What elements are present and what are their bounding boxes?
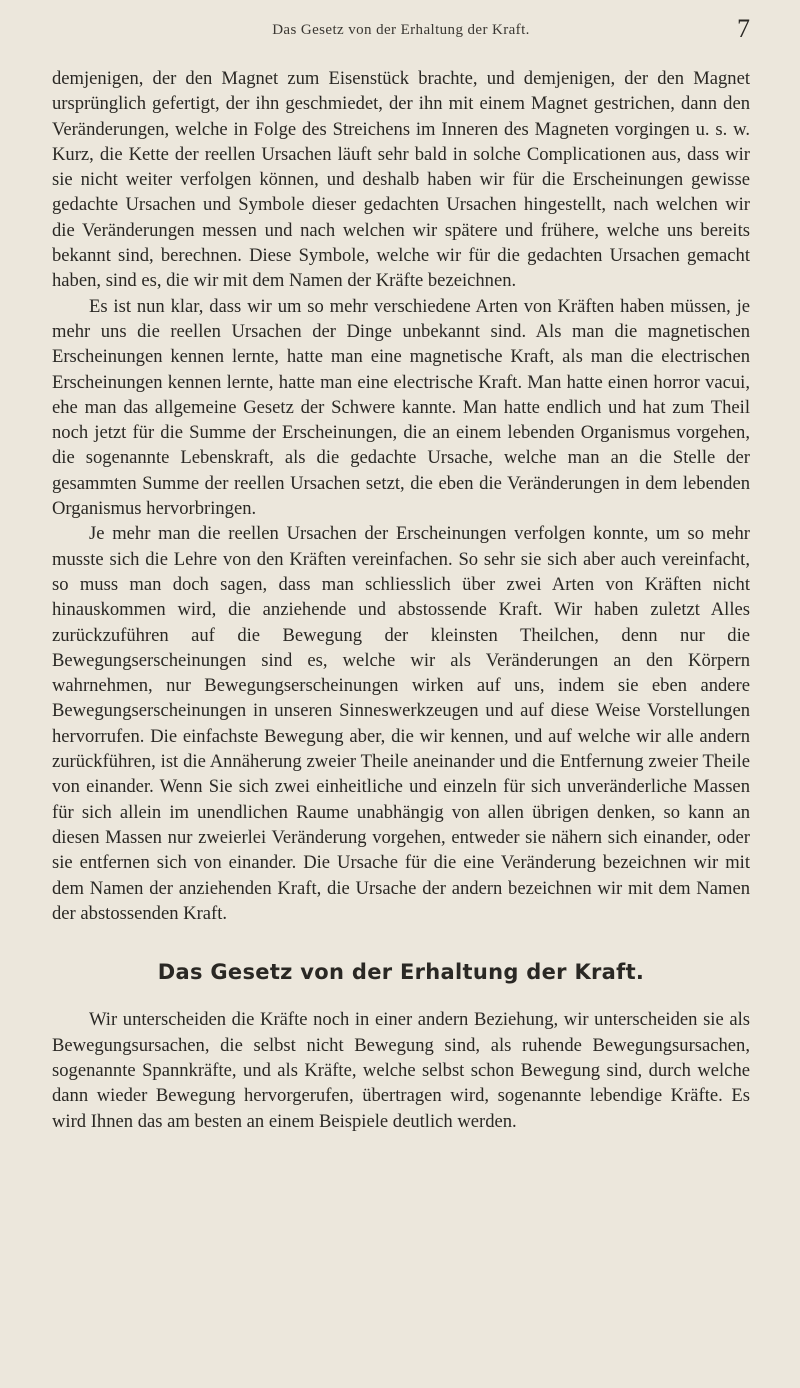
paragraph-continuation: demjenigen, der den Magnet zum Eisenstück brachte, und demjenigen, der den Magnet ursprünglich gefertigt, der ihn geschmiedet, der ihn mit einem Magnet gestrichen, dann den Veränderungen, welche in Folge des Streichens im Inneren des Magneten vorgingen u. s. w. Kurz, die Kette der reellen Ursachen läuft sehr bald in solche Complicationen aus, dass wir sie nicht weiter verfolgen können, und deshalb haben wir für die Erscheinungen gewisse gedachte Ursachen und Symbole dieser gedachten Ursachen hingestellt, nach welchen wir die Veränderungen messen und nach welchen wir spätere und frühere, welche uns bereits bekannt sind, berechnen. Diese Symbole, welche wir für die gedachten Ursachen gemacht haben, sind es, die wir mit dem Namen der Kräfte bezeichnen. [52, 68, 750, 292]
section-heading: Das Gesetz von der Erhaltung der Kraft. [157, 960, 645, 985]
paragraph: Es ist nun klar, dass wir um so mehr verschiedene Arten von Kräften haben müssen, je mehr uns die reellen Ursachen der Dinge unbekannt sind. Als man die magnetischen Erscheinungen kennen lernte, hatte man eine magnetische Kraft, als man die electrischen Erscheinungen kennen lernte, hatte man eine electrische Kraft. Man hatte einen horror vacui, ehe man das allgemeine Gesetz der Schwere kannte. Man hatte endlich und hat zum Theil noch jetzt für die Summe der Erscheinungen, die an einem lebenden Organismus vorgehen, die sogenannte Lebenskraft, als die gedachte Ursache, welche man an die Stelle der gesammten Summe der reellen Ursachen setzt, die eben die Veränderungen in dem lebenden Organismus hervorbringen. [52, 295, 750, 520]
paragraph: Wir unterscheiden die Kräfte noch in einer andern Beziehung, wir unterscheiden sie als Bewegungsursachen, die selbst nicht Bewegung sind, als ruhende Bewegungsursachen, sogenannte Spannkräfte, und als Kräfte, welche selbst schon Bewegung sind, durch welche dann wieder Bewegung hervorgerufen, übertragen wird, sogenannte lebendige Kräfte. Es wird Ihnen das am besten an einem Beispiele deutlich werden. [52, 1009, 750, 1132]
running-head [52, 14, 750, 44]
body-text [52, 66, 750, 1134]
running-title: Das Gesetz von der Erhaltung der Kraft. [272, 22, 530, 38]
paragraph: Je mehr man die reellen Ursachen der Erscheinungen verfolgen konnte, um so mehr musste sich die Lehre von den Kräften vereinfachen. So sehr sie sich aber auch vereinfacht, so muss man doch sagen, dass man schliesslich über zwei Arten von Kräften nicht hinauskommen wird, die anziehende und abstossende Kraft. Wir haben zuletzt Alles zurückzuführen auf die Bewegung der kleinsten Theilchen, denn nur die Bewegungserscheinungen sind es, welche wir als Veränderungen an den Körpern wahrnehmen, nur Bewegungserscheinungen wirken auf uns, indem sie eben andere Bewegungserscheinungen in unseren Sinneswerkzeugen und auf diese Weise Vorstellungen hervorrufen. Die einfachste Bewegung aber, die wir kennen, und auf welche wir alle andern zurückführen, ist die Annäherung zweier Theile aneinander und die Entfernung zweier Theile von einander. Wenn Sie sich zwei einheitliche und einzeln für sich unveränderliche Massen für sich allein im unendlichen Raume unabhängig von allen übrigen denken, so kann an diesen Massen nur zweierlei Veränderung vorgehen, entweder sie nähern sich einander, oder sie entfernen sich von einander. Die Ursache für die eine Veränderung bezeichnen wir mit dem Namen der anziehenden Kraft, die Ursache der andern bezeichnen wir mit dem Namen der abstossenden Kraft. [52, 523, 750, 924]
page-number: 7 [737, 14, 750, 43]
